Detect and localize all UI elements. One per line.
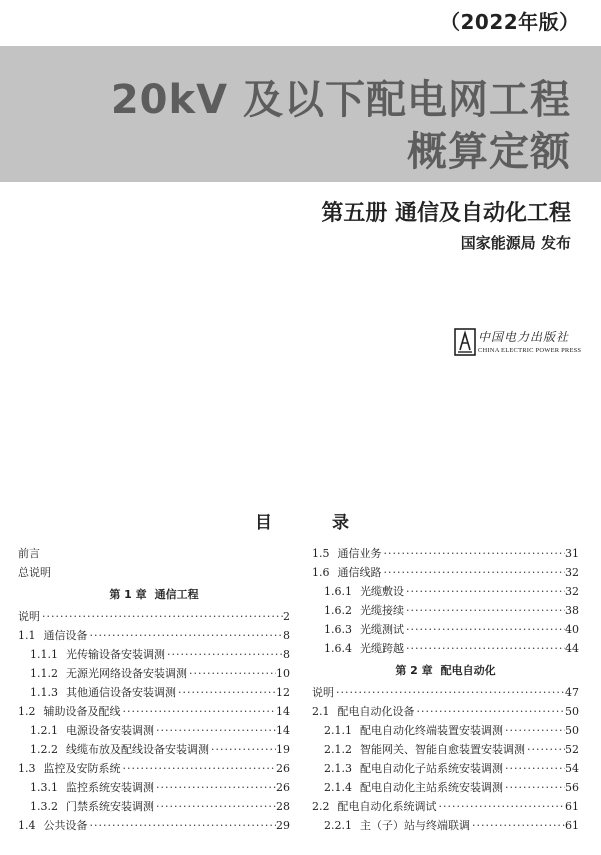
toc-chapter-title: 通信工程 bbox=[154, 588, 199, 601]
toc-entry-title: 说明 bbox=[312, 686, 334, 699]
toc-entry-title: 配电自动化主站系统安装调测 bbox=[360, 781, 503, 794]
toc-entry-label bbox=[30, 740, 209, 759]
toc-entry-title: 总说明 bbox=[18, 566, 51, 579]
toc-leader-dots bbox=[40, 607, 283, 626]
toc-entry bbox=[312, 816, 579, 835]
press-name-en: CHINA ELECTRIC POWER PRESS bbox=[478, 347, 582, 354]
toc-entry bbox=[18, 740, 290, 759]
toc-entry-number: 1.1.2 bbox=[30, 667, 58, 680]
toc-page-number: 8 bbox=[283, 648, 290, 661]
toc-entry-label bbox=[324, 721, 503, 740]
toc-entry-label bbox=[324, 778, 503, 797]
toc-entry-label bbox=[18, 563, 51, 582]
toc-entry bbox=[18, 544, 290, 563]
toc-entry-number: 1.3.1 bbox=[30, 781, 58, 794]
toc-entry-label bbox=[30, 664, 187, 683]
toc-entry bbox=[312, 797, 579, 816]
toc-entry-number: 1.1 bbox=[18, 629, 36, 642]
toc-entry-label bbox=[324, 582, 404, 601]
press-name-cn: 中国电力出版社 bbox=[478, 330, 570, 344]
toc-entry-number: 1.2 bbox=[18, 705, 36, 718]
toc-entry-title: 其他通信设备安装调测 bbox=[66, 686, 176, 699]
volume-title: 第五册 通信及自动化工程 bbox=[321, 201, 571, 226]
toc-entry-number: 2.1.4 bbox=[324, 781, 352, 794]
press-logo-icon bbox=[454, 328, 476, 356]
toc-entry-title: 公共设备 bbox=[43, 819, 88, 832]
toc-left-column bbox=[18, 544, 290, 835]
toc-entry bbox=[312, 683, 579, 702]
toc-entry-title: 配电自动化设备 bbox=[337, 705, 415, 718]
edition-label: （2022年版） bbox=[440, 10, 580, 34]
toc-entry-title: 光缆跨越 bbox=[360, 642, 404, 655]
toc-entry-title: 光传输设备安装调测 bbox=[66, 648, 165, 661]
toc-entry-label bbox=[324, 601, 404, 620]
toc-leader-dots bbox=[382, 563, 566, 582]
toc-leader-dots bbox=[404, 582, 565, 601]
toc-leader-dots bbox=[503, 759, 565, 778]
toc-page-number: 10 bbox=[276, 667, 290, 680]
toc-page-number: 61 bbox=[565, 800, 579, 813]
toc-entry-label bbox=[312, 683, 334, 702]
toc-entry bbox=[18, 607, 290, 626]
toc-entry bbox=[312, 702, 579, 721]
toc-entry-number: 2.2 bbox=[312, 800, 330, 813]
toc-entry-label bbox=[18, 544, 40, 563]
toc-entry-number: 1.6.1 bbox=[324, 585, 352, 598]
toc-entry-number: 2.1.3 bbox=[324, 762, 352, 775]
toc-leader-dots bbox=[404, 639, 565, 658]
toc-entry-title: 光缆测试 bbox=[360, 623, 404, 636]
toc-entry-title: 无源光网络设备安装调测 bbox=[66, 667, 187, 680]
toc-page-number: 50 bbox=[565, 705, 579, 718]
toc-entry bbox=[312, 740, 579, 759]
toc-entry bbox=[312, 582, 579, 601]
toc-entry-title: 通信线路 bbox=[337, 566, 382, 579]
toc-entry-number: 1.3 bbox=[18, 762, 36, 775]
toc-entry-title: 通信业务 bbox=[337, 547, 382, 560]
toc-entry-label bbox=[18, 816, 88, 835]
toc-leader-dots bbox=[437, 797, 566, 816]
toc-page-number: 14 bbox=[276, 705, 290, 718]
toc-entry-label bbox=[324, 759, 503, 778]
toc-entry-label bbox=[312, 797, 437, 816]
toc-leader-dots bbox=[209, 740, 276, 759]
toc-entry-title: 主（子）站与终端联调 bbox=[360, 819, 470, 832]
toc-entry-title: 监控系统安装调测 bbox=[66, 781, 154, 794]
book-title-line2: 概算定额 bbox=[407, 129, 571, 175]
toc-page-number: 26 bbox=[276, 781, 290, 794]
toc-entry-title: 线缆布放及配线设备安装调测 bbox=[66, 743, 209, 756]
toc-page-number: 52 bbox=[565, 743, 579, 756]
toc-entry bbox=[18, 816, 290, 835]
toc-leader-dots bbox=[382, 544, 566, 563]
toc-leader-dots bbox=[154, 778, 276, 797]
toc-entry bbox=[18, 626, 290, 645]
toc-leader-dots bbox=[404, 620, 565, 639]
toc-entry-label bbox=[30, 683, 176, 702]
toc-entry-number: 1.6.4 bbox=[324, 642, 352, 655]
toc-entry-number: 1.1.1 bbox=[30, 648, 58, 661]
toc-leader-dots bbox=[415, 702, 566, 721]
toc-page-number: 12 bbox=[276, 686, 290, 699]
toc-leader-dots bbox=[154, 797, 276, 816]
toc-entry-label bbox=[18, 702, 121, 721]
toc-leader-dots bbox=[176, 683, 276, 702]
toc-entry-number: 1.3.2 bbox=[30, 800, 58, 813]
toc-entry-title: 光缆敷设 bbox=[360, 585, 404, 598]
toc-chapter-number: 第 2 章 bbox=[395, 664, 433, 677]
toc-page-number: 28 bbox=[276, 800, 290, 813]
toc-entry-number: 1.2.1 bbox=[30, 724, 58, 737]
toc-leader-dots bbox=[121, 759, 277, 778]
toc-page-number: 54 bbox=[565, 762, 579, 775]
toc-entry bbox=[312, 601, 579, 620]
toc-chapter-number: 第 1 章 bbox=[109, 588, 147, 601]
toc-entry-number: 2.2.1 bbox=[324, 819, 352, 832]
toc-leader-dots bbox=[88, 626, 284, 645]
toc-entry-label bbox=[30, 778, 154, 797]
toc-entry-title: 配电自动化子站系统安装调测 bbox=[360, 762, 503, 775]
toc-entry-number: 2.1 bbox=[312, 705, 330, 718]
toc-entry-number: 1.4 bbox=[18, 819, 36, 832]
toc-entry-label bbox=[30, 797, 154, 816]
toc-leader-dots bbox=[121, 702, 277, 721]
toc-leader-dots bbox=[503, 721, 565, 740]
toc-page-number: 26 bbox=[276, 762, 290, 775]
toc-entry bbox=[18, 721, 290, 740]
toc-page-number: 56 bbox=[565, 781, 579, 794]
toc-leader-dots bbox=[334, 683, 565, 702]
toc-page-number: 29 bbox=[276, 819, 290, 832]
toc-entry-title: 辅助设备及配线 bbox=[43, 705, 121, 718]
toc-entry-title: 门禁系统安装调测 bbox=[66, 800, 154, 813]
toc-page-number: 47 bbox=[565, 686, 579, 699]
toc-entry bbox=[312, 639, 579, 658]
toc-entry-title: 说明 bbox=[18, 610, 40, 623]
toc-leader-dots bbox=[154, 721, 276, 740]
toc-entry-label bbox=[324, 740, 525, 759]
book-title-line1: 20kV 及以下配电网工程 bbox=[110, 77, 571, 123]
toc-right-column bbox=[312, 544, 579, 835]
toc-page-number: 32 bbox=[565, 566, 579, 579]
toc-page-number: 61 bbox=[565, 819, 579, 832]
toc-entry-number: 1.6.2 bbox=[324, 604, 352, 617]
toc-page-number: 19 bbox=[276, 743, 290, 756]
toc-entry bbox=[18, 702, 290, 721]
toc-entry bbox=[18, 683, 290, 702]
toc-chapter-heading bbox=[18, 582, 290, 607]
toc-entry-label bbox=[18, 759, 121, 778]
toc-entry-title: 智能网关、智能自愈装置安装调测 bbox=[360, 743, 525, 756]
toc-entry-number: 2.1.1 bbox=[324, 724, 352, 737]
toc-entry-number: 2.1.2 bbox=[324, 743, 352, 756]
toc-entry-title: 光缆接续 bbox=[360, 604, 404, 617]
toc-entry-number: 1.1.3 bbox=[30, 686, 58, 699]
toc-chapter-heading bbox=[312, 658, 579, 683]
toc-entry-label bbox=[30, 721, 154, 740]
toc-page-number: 2 bbox=[283, 610, 290, 623]
toc-entry-number: 1.2.2 bbox=[30, 743, 58, 756]
toc-entry bbox=[18, 645, 290, 664]
toc-entry-title: 前言 bbox=[18, 547, 40, 560]
toc-page-number: 38 bbox=[565, 604, 579, 617]
toc-entry-number: 1.6 bbox=[312, 566, 330, 579]
toc-leader-dots bbox=[187, 664, 276, 683]
toc-entry-number: 1.5 bbox=[312, 547, 330, 560]
toc-chapter-title: 配电自动化 bbox=[440, 664, 496, 677]
toc-entry bbox=[18, 797, 290, 816]
toc-entry-label bbox=[30, 645, 165, 664]
toc-page-number: 31 bbox=[565, 547, 579, 560]
toc-entry-title: 配电自动化终端装置安装调测 bbox=[360, 724, 503, 737]
toc-entry bbox=[312, 620, 579, 639]
toc-entry bbox=[18, 664, 290, 683]
toc-entry-number: 1.6.3 bbox=[324, 623, 352, 636]
issuer-label: 国家能源局 发布 bbox=[460, 234, 571, 252]
toc-leader-dots bbox=[88, 816, 277, 835]
toc-leader-dots bbox=[165, 645, 283, 664]
toc-entry-label bbox=[312, 563, 382, 582]
toc-page-number: 8 bbox=[283, 629, 290, 642]
toc-page-number: 40 bbox=[565, 623, 579, 636]
toc-entry-label bbox=[18, 607, 40, 626]
toc-entry-label bbox=[312, 544, 382, 563]
toc-entry-label bbox=[312, 702, 415, 721]
toc-leader-dots bbox=[404, 601, 565, 620]
toc-entry bbox=[312, 544, 579, 563]
toc-entry-label bbox=[324, 620, 404, 639]
toc-page-number: 50 bbox=[565, 724, 579, 737]
toc-entry bbox=[18, 778, 290, 797]
press-mark bbox=[454, 328, 582, 360]
toc-entry-title: 通信设备 bbox=[43, 629, 88, 642]
toc-entry bbox=[312, 778, 579, 797]
toc-entry-label bbox=[324, 639, 404, 658]
toc-entry bbox=[312, 721, 579, 740]
toc-page-number: 44 bbox=[565, 642, 579, 655]
toc-heading bbox=[255, 508, 349, 533]
toc-entry bbox=[312, 563, 579, 582]
toc-page-number: 14 bbox=[276, 724, 290, 737]
toc-leader-dots bbox=[503, 778, 565, 797]
toc-heading-b: 录 bbox=[332, 513, 349, 533]
toc-leader-dots bbox=[525, 740, 565, 759]
toc-entry-title: 监控及安防系统 bbox=[43, 762, 121, 775]
toc-entry-label bbox=[324, 816, 470, 835]
toc-entry bbox=[18, 759, 290, 778]
toc-entry-title: 配电自动化系统调试 bbox=[337, 800, 437, 813]
toc-leader-dots bbox=[470, 816, 565, 835]
toc-entry-title: 电源设备安装调测 bbox=[66, 724, 154, 737]
toc-entry bbox=[312, 759, 579, 778]
toc-entry bbox=[18, 563, 290, 582]
toc-heading-a: 目 bbox=[255, 513, 272, 533]
toc-page-number: 32 bbox=[565, 585, 579, 598]
toc-entry-label bbox=[18, 626, 88, 645]
